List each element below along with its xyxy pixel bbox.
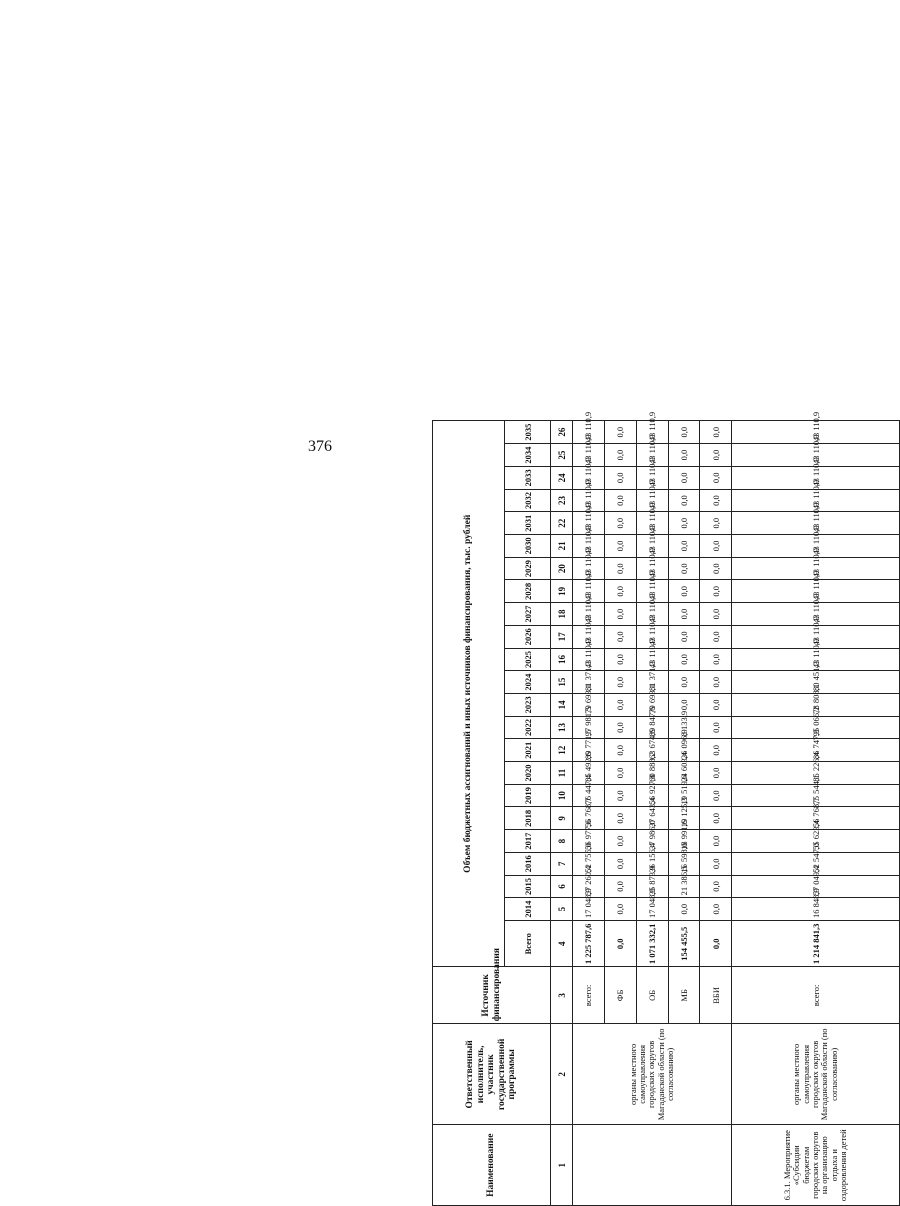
year-value-cell: 43 110,9	[732, 466, 900, 489]
year-value-cell: 43 110,9	[732, 557, 900, 580]
header-year: 2020	[505, 762, 551, 785]
year-value-cell: 43 110,9	[573, 648, 605, 671]
column-number: 19	[551, 580, 573, 603]
year-value-cell: 56 977,6	[573, 830, 605, 853]
year-value-cell: 0,0	[668, 535, 700, 558]
header-year: 2023	[505, 693, 551, 716]
year-value-cell: 43 110,9	[573, 421, 605, 444]
year-value-cell: 43 110,9	[636, 648, 668, 671]
column-number: 2	[551, 1024, 573, 1125]
year-value-cell: 81 371,3	[636, 671, 668, 694]
column-number: 18	[551, 603, 573, 626]
year-value-cell: 85 492,6	[573, 762, 605, 785]
year-value-cell: 0,0	[700, 466, 732, 489]
year-value-cell: 16 848,9	[732, 898, 900, 921]
year-value-cell: 89 771,5	[573, 739, 605, 762]
year-value-cell: 0,0	[700, 739, 732, 762]
year-value-cell: 75 544,1	[732, 784, 900, 807]
column-number: 16	[551, 648, 573, 671]
year-value-cell: 0,0	[700, 603, 732, 626]
year-value-cell: 43 110,9	[573, 444, 605, 467]
year-value-cell: 0,0	[604, 875, 636, 898]
column-number: 25	[551, 444, 573, 467]
column-number: 23	[551, 489, 573, 512]
year-value-cell: 79 693,1	[573, 693, 605, 716]
year-value-cell: 56 768,7	[732, 807, 900, 830]
header-year: 2035	[505, 421, 551, 444]
year-value-cell: 0,0	[700, 898, 732, 921]
total-value-cell: 1 214 841,3	[732, 921, 900, 967]
header-year: 2016	[505, 852, 551, 875]
year-value-cell: 0,0	[604, 444, 636, 467]
year-value-cell: 0,0	[604, 716, 636, 739]
year-value-cell: 0,0	[668, 580, 700, 603]
column-number: 17	[551, 625, 573, 648]
year-value-cell: 43 110,9	[636, 557, 668, 580]
year-value-cell: 16 598,6	[668, 852, 700, 875]
year-value-cell: 63 674,6	[636, 739, 668, 762]
column-number: 15	[551, 671, 573, 694]
budget-table	[432, 411, 900, 1206]
column-number: 8	[551, 830, 573, 853]
year-value-cell: 0,0	[700, 830, 732, 853]
year-value-cell: 43 110,9	[732, 489, 900, 512]
year-value-cell: 0,0	[700, 580, 732, 603]
total-value-cell: 1 225 787,6	[573, 921, 605, 967]
year-value-cell: 0,0	[700, 535, 732, 558]
column-number: 10	[551, 784, 573, 807]
year-value-cell: 43 110,9	[636, 466, 668, 489]
year-value-cell: 0,0	[700, 693, 732, 716]
table-row	[573, 421, 605, 1206]
header-year: 2028	[505, 580, 551, 603]
year-value-cell: 60 888,2	[636, 762, 668, 785]
year-value-cell: 43 110,9	[636, 535, 668, 558]
year-value-cell: 0,0	[668, 648, 700, 671]
year-value-cell: 24 603,4	[668, 762, 700, 785]
header-year: 2024	[505, 671, 551, 694]
year-value-cell: 43 110,9	[573, 580, 605, 603]
year-value-cell: 37 643,4	[636, 807, 668, 830]
year-value-cell: 55 623,4	[732, 830, 900, 853]
column-number: 1	[551, 1125, 573, 1206]
year-value-cell: 0,0	[604, 625, 636, 648]
source-cell: ОБ	[636, 967, 668, 1024]
year-value-cell: 43 110,9	[732, 580, 900, 603]
year-value-cell: 86 747,9	[732, 739, 900, 762]
year-value-cell: 0,0	[604, 603, 636, 626]
year-value-cell: 43 110,9	[732, 512, 900, 535]
source-cell: ФБ	[604, 967, 636, 1024]
year-value-cell: 26 096,9	[668, 739, 700, 762]
year-value-cell: 0,0	[604, 784, 636, 807]
year-value-cell: 56 768,7	[573, 807, 605, 830]
year-value-cell: 0,0	[604, 852, 636, 875]
year-value-cell: 35 873,9	[636, 875, 668, 898]
header-volume: Объем бюджетных ассигнований и иных источников финансирования, тыс. рублей	[433, 421, 505, 967]
source-cell: МБ	[668, 967, 700, 1024]
header-year: 2017	[505, 830, 551, 853]
year-value-cell: 0,0	[604, 580, 636, 603]
year-value-cell: 0,0	[668, 489, 700, 512]
page-number: 376	[308, 438, 332, 455]
header-name: Наименование	[433, 1125, 551, 1206]
year-value-cell: 0,0	[604, 807, 636, 830]
year-value-cell: 0,0	[668, 444, 700, 467]
source-cell: ВБИ	[700, 967, 732, 1024]
column-number: 22	[551, 512, 573, 535]
column-number: 7	[551, 852, 573, 875]
column-number: 21	[551, 535, 573, 558]
year-value-cell: 43 110,9	[636, 625, 668, 648]
year-value-cell: 76 447,4	[573, 784, 605, 807]
year-value-cell: 81 371,3	[573, 671, 605, 694]
year-value-cell: 0,0	[668, 557, 700, 580]
year-value-cell: 57 049,4	[732, 875, 900, 898]
header-year: 2031	[505, 512, 551, 535]
column-number: 20	[551, 557, 573, 580]
header-year: 2018	[505, 807, 551, 830]
header-year: 2021	[505, 739, 551, 762]
group2-name: 6.3.1. Мероприятие «Субсидии бюджетам городских округов на организацию отдыха и оздоровления детей	[732, 1125, 900, 1206]
header-year: 2022	[505, 716, 551, 739]
year-value-cell: 80 451,3	[732, 671, 900, 694]
column-number: 4	[551, 921, 573, 967]
header-year: 2033	[505, 466, 551, 489]
header-year: 2027	[505, 603, 551, 626]
year-value-cell: 43 110,9	[732, 648, 900, 671]
year-value-cell: 0,0	[604, 762, 636, 785]
year-value-cell: 21 386,5	[668, 875, 700, 898]
year-value-cell: 0,0	[604, 557, 636, 580]
column-number: 12	[551, 739, 573, 762]
header-year: 2025	[505, 648, 551, 671]
column-number: 9	[551, 807, 573, 830]
year-value-cell: 43 110,9	[573, 512, 605, 535]
table-row	[732, 421, 900, 1206]
year-value-cell: 0,0	[668, 671, 700, 694]
header-year: 2029	[505, 557, 551, 580]
column-number: 6	[551, 875, 573, 898]
year-value-cell: 0,0	[604, 671, 636, 694]
year-value-cell: 0,0	[668, 603, 700, 626]
year-value-cell: 95 066,2	[732, 716, 900, 739]
year-value-cell: 0,0	[604, 466, 636, 489]
year-value-cell: 0,0	[700, 716, 732, 739]
rotated-budget-table	[432, 411, 900, 1206]
group1-executor: органы местного самоуправления городских округов Магаданской области (по согласованию)	[573, 1024, 732, 1125]
year-value-cell: 43 110,9	[732, 444, 900, 467]
year-value-cell: 43 110,9	[636, 489, 668, 512]
header-year: 2015	[505, 875, 551, 898]
total-value-cell: 0,0	[604, 921, 636, 967]
year-value-cell: 0,0	[700, 512, 732, 535]
year-value-cell: 0,0	[604, 512, 636, 535]
year-value-cell: 0,0	[700, 444, 732, 467]
year-value-cell: 0,0	[604, 693, 636, 716]
year-value-cell: 56 927,8	[636, 784, 668, 807]
header-total: Всего	[505, 921, 551, 967]
group2-executor: органы местного самоуправления городских округов Магаданской области (по согласованию)	[732, 1024, 900, 1125]
column-number: 14	[551, 693, 573, 716]
header-year: 2032	[505, 489, 551, 512]
column-number: 3	[551, 967, 573, 1024]
year-value-cell: 43 110,9	[573, 557, 605, 580]
year-value-cell: 97 981,5	[573, 716, 605, 739]
year-value-cell: 0,0	[668, 625, 700, 648]
header-year: 2026	[505, 625, 551, 648]
year-value-cell: 0,0	[604, 489, 636, 512]
column-number: 26	[551, 421, 573, 444]
column-number: 11	[551, 762, 573, 785]
year-value-cell: 0,0	[700, 762, 732, 785]
year-value-cell: 19 519,6	[668, 784, 700, 807]
year-value-cell: 43 110,9	[573, 489, 605, 512]
year-value-cell: 43 110,9	[573, 603, 605, 626]
header-source: Источник финансирования	[433, 967, 551, 1024]
year-value-cell: 85 226,4	[732, 762, 900, 785]
header-year: 2034	[505, 444, 551, 467]
header-year: 2019	[505, 784, 551, 807]
year-value-cell: 57 260,4	[573, 875, 605, 898]
year-value-cell: 0,0	[700, 625, 732, 648]
year-value-cell: 43 110,9	[732, 603, 900, 626]
year-value-cell: 0,0	[700, 421, 732, 444]
year-value-cell: 43 110,9	[636, 512, 668, 535]
year-value-cell: 43 110,9	[636, 421, 668, 444]
year-value-cell: 43 110,9	[732, 421, 900, 444]
year-value-cell: 19 125,3	[668, 807, 700, 830]
year-value-cell: 0,0	[604, 830, 636, 853]
year-value-cell: 0,0	[604, 898, 636, 921]
year-value-cell: 8 133,9	[668, 716, 700, 739]
year-value-cell: 43 110,9	[636, 580, 668, 603]
column-number: 24	[551, 466, 573, 489]
year-value-cell: 18 991,6	[668, 830, 700, 853]
year-value-cell: 0,0	[604, 648, 636, 671]
year-value-cell: 36 156,4	[636, 852, 668, 875]
year-value-cell: 52 755,0	[573, 852, 605, 875]
header-year: 2014	[505, 898, 551, 921]
column-number: 13	[551, 716, 573, 739]
year-value-cell: 0,0	[604, 739, 636, 762]
year-value-cell: 43 110,9	[732, 535, 900, 558]
year-value-cell: 52 547,0	[732, 852, 900, 875]
year-value-cell: 0,0	[700, 784, 732, 807]
year-value-cell: 43 110,9	[573, 466, 605, 489]
year-value-cell: 43 110,9	[732, 625, 900, 648]
year-value-cell: 78 808,1	[732, 693, 900, 716]
year-value-cell: 0,0	[604, 421, 636, 444]
year-value-cell: 89 847,6	[636, 716, 668, 739]
header-year: 2030	[505, 535, 551, 558]
year-value-cell: 0,0	[668, 466, 700, 489]
total-value-cell: 154 455,5	[668, 921, 700, 967]
year-value-cell: 0,0	[700, 557, 732, 580]
year-value-cell: 0,0	[668, 421, 700, 444]
source-cell: всего:	[573, 967, 605, 1024]
year-value-cell: 17 048,9	[573, 898, 605, 921]
year-value-cell: 0,0	[700, 852, 732, 875]
year-value-cell: 0,0	[700, 489, 732, 512]
year-value-cell: 17 048,9	[636, 898, 668, 921]
group1-name	[573, 1125, 732, 1206]
column-number: 5	[551, 898, 573, 921]
year-value-cell: 43 110,9	[636, 603, 668, 626]
year-value-cell: 0,0	[604, 535, 636, 558]
column-numbers-row	[551, 421, 573, 1206]
header-executor: Ответственный исполнитель, участник государственной программы	[433, 1024, 551, 1125]
total-value-cell: 1 071 332,1	[636, 921, 668, 967]
year-value-cell: 0,0	[668, 693, 700, 716]
year-value-cell: 43 110,9	[573, 535, 605, 558]
year-value-cell: 37 986,0	[636, 830, 668, 853]
year-value-cell: 0,0	[700, 875, 732, 898]
year-value-cell: 0,0	[700, 807, 732, 830]
year-value-cell: 0,0	[700, 648, 732, 671]
year-value-cell: 0,0	[668, 898, 700, 921]
total-value-cell: 0,0	[700, 921, 732, 967]
year-value-cell: 43 110,9	[636, 444, 668, 467]
year-value-cell: 0,0	[668, 512, 700, 535]
year-value-cell: 79 693,1	[636, 693, 668, 716]
year-value-cell: 0,0	[700, 671, 732, 694]
year-value-cell: 43 110,9	[573, 625, 605, 648]
source-cell: всего:	[732, 967, 900, 1024]
